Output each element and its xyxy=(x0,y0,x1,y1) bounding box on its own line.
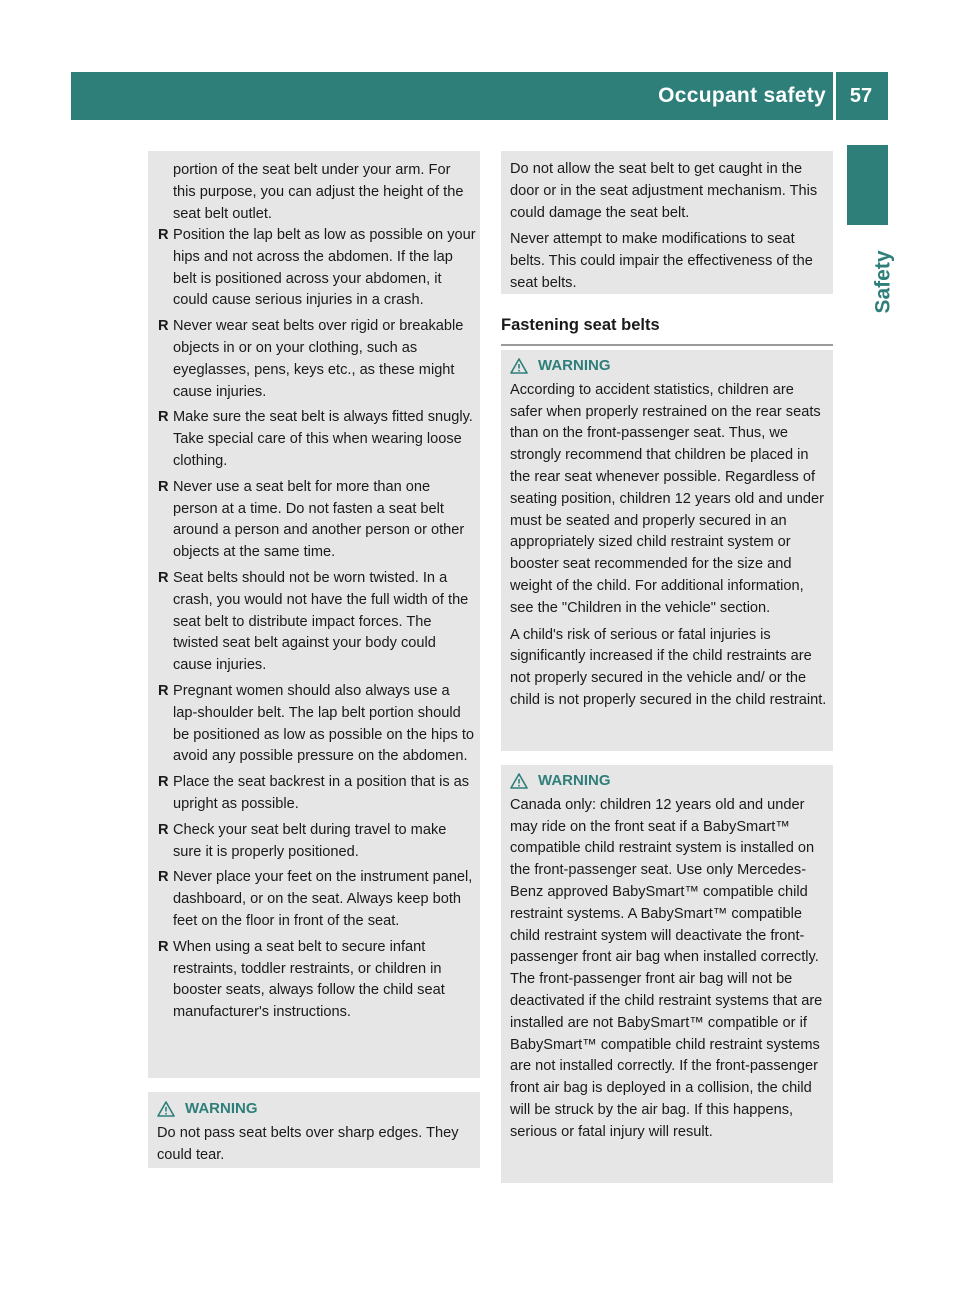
list-item xyxy=(158,316,476,403)
header-divider xyxy=(833,72,836,120)
list-item-text: Check your seat belt during travel to make sure it is properly positioned. xyxy=(173,821,447,860)
warning-box-content xyxy=(510,770,828,1144)
warning-header xyxy=(157,1098,475,1120)
page-header-bar xyxy=(71,72,888,120)
section-heading: Fastening seat belts xyxy=(501,316,660,334)
bullet-marker: R xyxy=(158,774,169,791)
caution-paragraph: Never attempt to make modifications to seat belts. This could impair the effectiveness of the seat belts. xyxy=(510,231,813,291)
warning-box-babysmart xyxy=(501,765,833,1183)
warning-label: WARNING xyxy=(538,357,611,374)
side-tab-label-container xyxy=(820,232,915,332)
seat-belt-caution-box xyxy=(501,151,833,294)
page-number: 57 xyxy=(849,84,873,107)
list-item-text: Position the lap belt as low as possible on your hips and not across the abdomen. If the lap belt is positioned across your abdomen, it could cause serious injuries in a crash. xyxy=(173,227,476,309)
warning-header xyxy=(510,770,828,792)
warning-header xyxy=(510,355,828,377)
list-item xyxy=(158,477,476,564)
warning-paragraph: According to accident statistics, children are safer when properly restrained on the rear seats than on the front-passenger seat. Thus, we strongly recommend that children be placed in the rear seat whenever possible. Regardless of seating position, children 12 years old and under must be seated and properly secured in an appropriately sized child restraint system or booster seat recommended for the size and weight of the child. For additional information, see the "Children in the vehicle" section. xyxy=(510,381,824,616)
continued-text: portion of the seat belt under your arm. For this purpose, you can adjust the height of the seat belt outlet. xyxy=(173,162,464,222)
list-item-text: Pregnant women should also always use a lap-shoulder belt. The lap belt portion should be positioned as low as possible on the hips to avoid any possible pressure on the abdomen. xyxy=(173,682,474,765)
warning-label: WARNING xyxy=(185,1100,258,1117)
caution-paragraph: Do not allow the seat belt to get caught in the door or in the seat adjustment mechanism. This could damage the seat belt. xyxy=(510,161,818,221)
side-tab-marker xyxy=(847,145,888,225)
bullet-marker: R xyxy=(158,869,169,886)
section-divider xyxy=(501,344,833,346)
bullet-marker: R xyxy=(158,682,169,699)
list-item-text: Make sure the seat belt is always fitted snugly. Take special care of this when wearing loose clothing. xyxy=(173,409,473,469)
chapter-title: Occupant safety xyxy=(658,84,826,107)
list-item xyxy=(158,867,476,932)
list-item xyxy=(158,937,476,1024)
seat-belt-bullet-list xyxy=(158,225,476,1028)
list-item-text: Never use a seat belt for more than one person at a time. Do not fasten a seat belt around a person and another person or other objects at the same time. xyxy=(173,478,465,561)
list-item xyxy=(158,772,476,816)
bullet-marker: R xyxy=(158,478,169,495)
list-item xyxy=(158,820,476,864)
warning-triangle-icon xyxy=(510,773,528,789)
list-item-text: Seat belts should not be worn twisted. In a crash, you would not have the full width of the seat belt to distribute impact forces. The twisted seat belt against your body could cause injuries. xyxy=(173,569,469,674)
list-item-text: Never place your feet on the instrument panel, dashboard, or on the seat. Always keep both feet on the floor in front of the seat. xyxy=(173,869,473,929)
list-item-text: Never wear seat belts over rigid or breakable objects in or on your clothing, such as eyeglasses, pens, keys etc., as these might cause injuries. xyxy=(173,318,464,400)
warning-triangle-icon xyxy=(157,1101,175,1117)
warning-paragraph: A child's risk of serious or fatal injuries is significantly increased if the child restraints are not properly secured in the vehicle and/ or the child is not properly secured in the child restraint. xyxy=(510,626,827,708)
side-tab-label: Safety xyxy=(871,250,895,314)
warning-box-content xyxy=(510,355,828,717)
warning-text: Do not pass seat belts over sharp edges. They could tear. xyxy=(157,1124,459,1163)
bullet-marker: R xyxy=(158,569,169,586)
list-item xyxy=(158,568,476,677)
bullet-marker: R xyxy=(158,318,169,335)
warning-box-sharp-edges xyxy=(148,1092,480,1168)
bullet-marker: R xyxy=(158,409,169,426)
list-item xyxy=(158,225,476,312)
warning-triangle-icon xyxy=(510,358,528,374)
list-item-text: Place the seat backrest in a position that is as upright as possible. xyxy=(173,774,470,812)
bullet-marker: R xyxy=(158,821,169,838)
caution-box-content xyxy=(510,159,828,300)
list-item-text: When using a seat belt to secure infant restraints, toddler restraints, or children in booster seats, always follow the child seat manufacturer's instructions. xyxy=(173,938,445,1021)
list-item xyxy=(158,681,476,768)
warning-text: Canada only: children 12 years old and under may ride on the front seat if a BabySmart™ compatible child restraint system is installed on the front-passenger seat. Use only Mercedes-Benz approved BabySmart™ compatible child restraint systems. A BabySmart™ compatible child restraint system will deactivate the front-passenger front air bag when installed correctly. The front-passenger front air bag will not be deactivated if the child restraint systems that are installed are not BabySmart™ compatible or if BabySmart™ compatible child restraint systems are not installed correctly. If the front-passenger front air bag is deployed in a collision, the child will be struck by the air bag. If this happens, serious or fatal injury will result. xyxy=(510,796,823,1140)
warning-box-children-rear-seat xyxy=(501,350,833,751)
warning-label: WARNING xyxy=(538,772,611,789)
warning-box-content xyxy=(157,1098,475,1166)
bullet-marker: R xyxy=(158,938,169,955)
bullet-marker: R xyxy=(158,227,169,243)
list-item xyxy=(158,407,476,472)
